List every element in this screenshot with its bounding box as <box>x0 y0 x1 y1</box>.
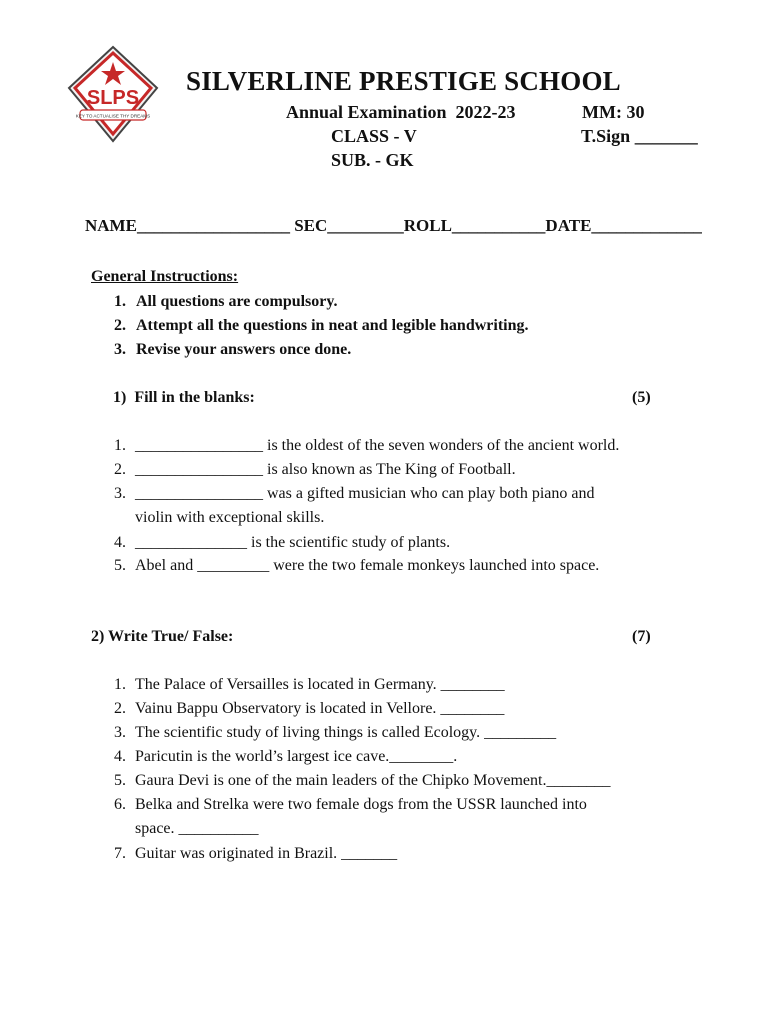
question-text: Gaura Devi is one of the main leaders of the Chipko Movement.________ <box>135 772 611 789</box>
school-name: SILVERLINE PRESTIGE SCHOOL <box>186 66 621 96</box>
question-text: ________________ was a gifted musician who can play both piano and <box>135 485 595 502</box>
instruction-item: All questions are compulsory. <box>136 293 338 310</box>
instruction-number: 3. <box>114 341 126 358</box>
question-number: 2. <box>114 461 126 478</box>
school-logo <box>66 44 160 144</box>
question-number: 4. <box>114 534 126 551</box>
logo-text: SLPS <box>86 87 140 109</box>
section2-marks: (7) <box>632 628 651 645</box>
instruction-item: Revise your answers once done. <box>136 341 352 358</box>
question-text: Paricutin is the world’s largest ice cave.________. <box>135 748 458 765</box>
question-number: 5. <box>114 557 126 574</box>
logo-tagline: KEY TO ACTUALISE THY DREAMS <box>75 113 151 119</box>
section1-heading: 1) Fill in the blanks: <box>113 389 255 406</box>
question-text: The Palace of Versailles is located in Germany. ________ <box>135 676 505 693</box>
question-number: 6. <box>114 796 126 813</box>
question-text: ________________ is the oldest of the seven wonders of the ancient world. <box>135 437 620 454</box>
teacher-sign: T.Sign _______ <box>581 126 698 146</box>
instruction-number: 1. <box>114 293 126 310</box>
instructions-title: General Instructions: <box>91 268 239 285</box>
question-text: The scientific study of living things is called Ecology. _________ <box>135 724 557 741</box>
exam-title: Annual Examination 2022-23 <box>286 102 516 122</box>
section2-heading: 2) Write True/ False: <box>91 628 234 645</box>
question-number: 7. <box>114 845 126 862</box>
class-label: CLASS - V <box>331 126 417 146</box>
student-info-line: NAME__________________ SEC_________ROLL___________DATE_____________ <box>85 216 702 235</box>
question-text: Vainu Bappu Observatory is located in Vellore. ________ <box>135 700 505 717</box>
question-number: 3. <box>114 724 126 741</box>
question-number: 4. <box>114 748 126 765</box>
question-text: ______________ is the scientific study of plants. <box>135 534 451 551</box>
question-number: 1. <box>114 437 126 454</box>
question-text: ________________ is also known as The King of Football. <box>135 461 516 478</box>
instruction-item: Attempt all the questions in neat and legible handwriting. <box>136 317 529 334</box>
question-text: Belka and Strelka were two female dogs from the USSR launched into <box>135 796 587 813</box>
max-marks: MM: 30 <box>582 102 645 122</box>
question-number: 3. <box>114 485 126 502</box>
section1-marks: (5) <box>632 389 651 406</box>
question-number: 5. <box>114 772 126 789</box>
instruction-number: 2. <box>114 317 126 334</box>
question-text-continued: space. __________ <box>135 820 259 837</box>
question-number: 1. <box>114 676 126 693</box>
question-number: 2. <box>114 700 126 717</box>
question-text: Abel and _________ were the two female monkeys launched into space. <box>135 557 600 574</box>
question-text-continued: violin with exceptional skills. <box>135 509 325 526</box>
question-text: Guitar was originated in Brazil. _______ <box>135 845 398 862</box>
subject-label: SUB. - GK <box>331 150 414 170</box>
